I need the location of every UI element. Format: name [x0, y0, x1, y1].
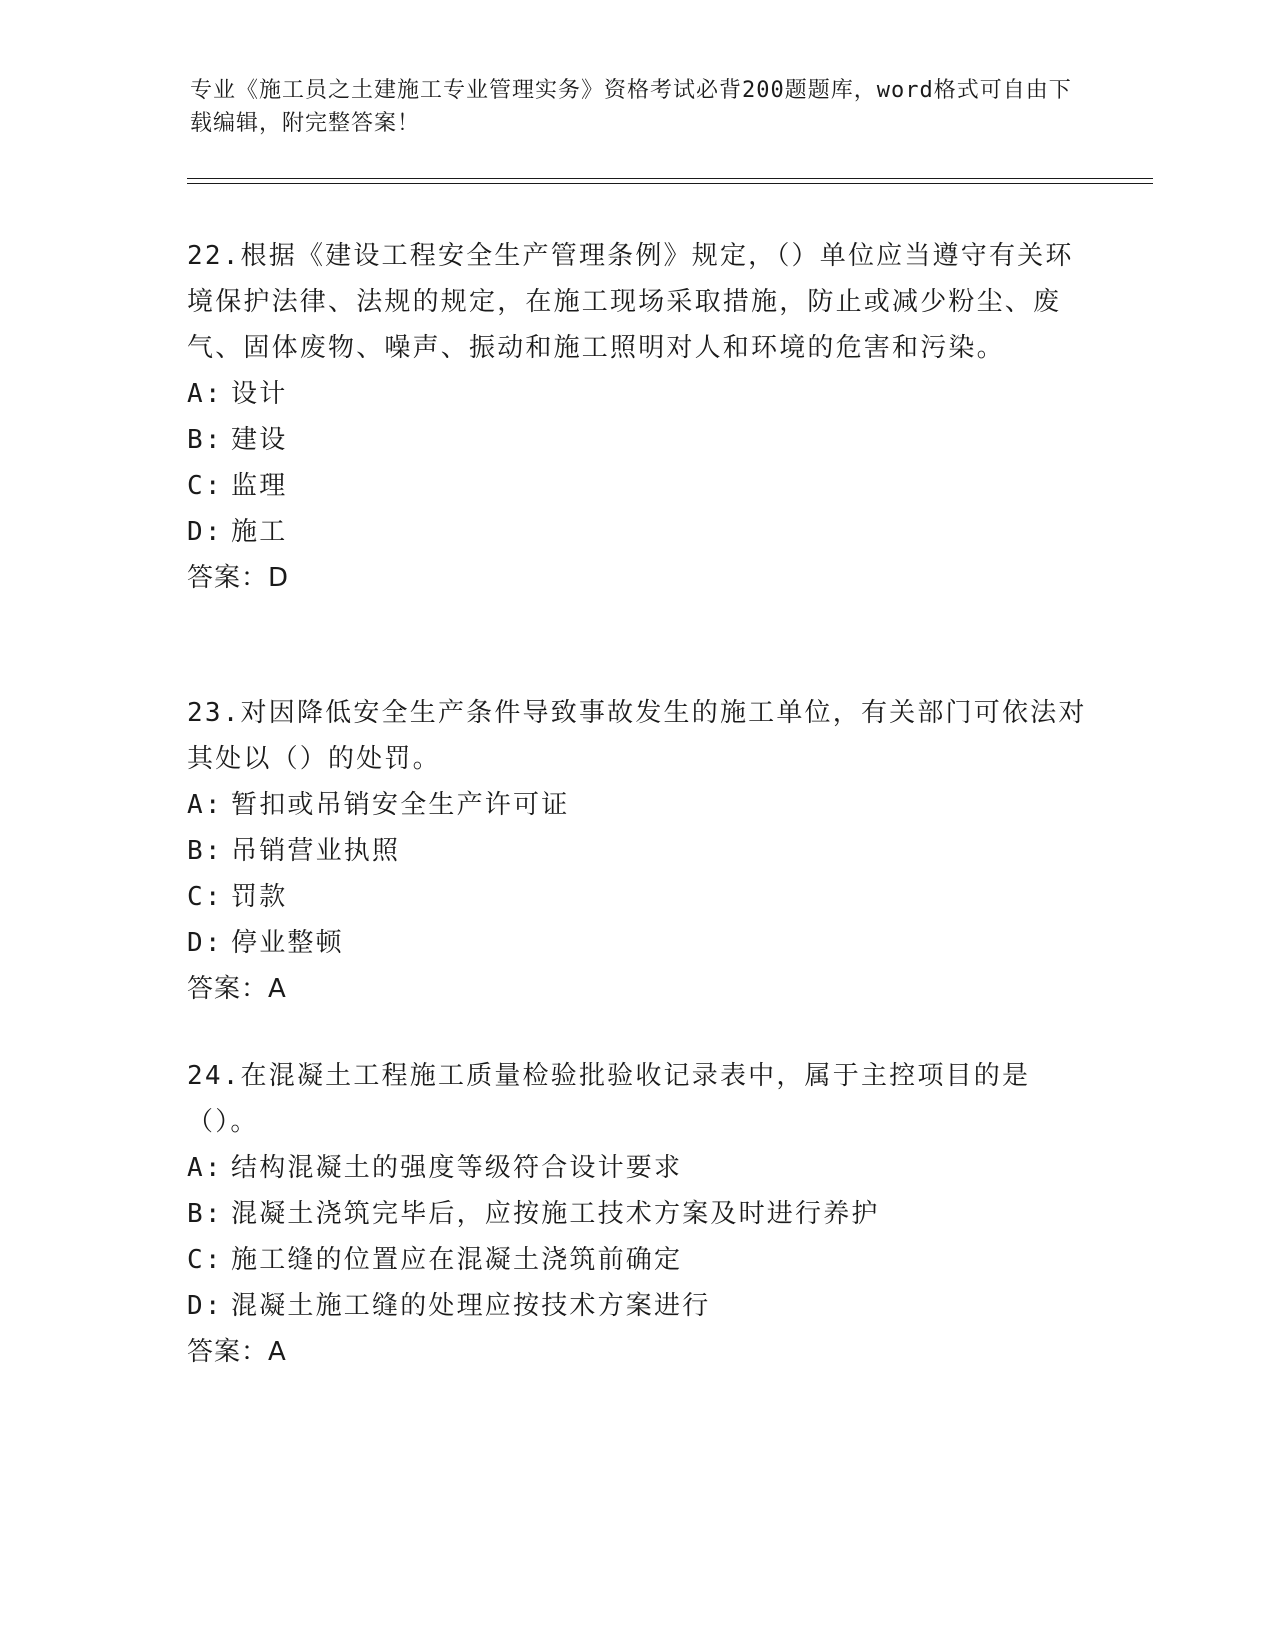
question-23 [187, 690, 1087, 1012]
answer-line: 答案：D [187, 563, 290, 593]
option-text: 暂扣或吊销安全生产许可证 [231, 790, 570, 820]
option-key: B: [187, 1199, 223, 1229]
option-key: D: [187, 517, 223, 547]
question-24 [187, 1053, 1087, 1375]
answer-line: 答案：A [187, 974, 287, 1004]
question-stem: 23.对因降低安全生产条件导致事故发生的施工单位，有关部门可依法对其处以（）的处罚。 [187, 698, 1087, 774]
option-text: 停业整顿 [231, 928, 344, 958]
option-text: 施工缝的位置应在混凝土浇筑前确定 [231, 1245, 683, 1275]
option-text: 施工 [231, 517, 288, 547]
option-key: D: [187, 1291, 223, 1321]
option-text: 吊销营业执照 [231, 836, 401, 866]
option-d [187, 1283, 1087, 1329]
option-key: B: [187, 425, 223, 455]
option-key: A: [187, 790, 223, 820]
option-d [187, 509, 1087, 555]
question-22 [187, 233, 1087, 601]
answer-line: 答案：A [187, 1337, 287, 1367]
option-c [187, 463, 1087, 509]
option-a [187, 1145, 1087, 1191]
option-b [187, 828, 1087, 874]
option-text: 罚款 [231, 882, 288, 912]
option-text: 结构混凝土的强度等级符合设计要求 [231, 1153, 683, 1183]
option-text: 建设 [231, 425, 288, 455]
header-divider-bottom [187, 183, 1153, 184]
option-b [187, 417, 1087, 463]
option-key: D: [187, 928, 223, 958]
option-key: A: [187, 1153, 223, 1183]
option-c [187, 1237, 1087, 1283]
option-a [187, 782, 1087, 828]
option-c [187, 874, 1087, 920]
option-text: 混凝土施工缝的处理应按技术方案进行 [231, 1291, 711, 1321]
question-stem: 24.在混凝土工程施工质量检验批验收记录表中，属于主控项目的是（）。 [187, 1061, 1031, 1137]
option-key: A: [187, 379, 223, 409]
option-a [187, 371, 1087, 417]
document-header: 专业《施工员之土建施工专业管理实务》资格考试必背200题题库，word格式可自由下载编辑，附完整答案！ [190, 78, 1072, 136]
question-stem: 22.根据《建设工程安全生产管理条例》规定，（）单位应当遵守有关环境保护法律、法规的规定，在施工现场采取措施，防止或减少粉尘、废气、固体废物、噪声、振动和施工照明对人和环境的危害和污染。 [187, 241, 1074, 363]
header-divider-top [187, 178, 1153, 179]
option-key: C: [187, 471, 223, 501]
option-text: 监理 [231, 471, 288, 501]
option-text: 设计 [231, 379, 288, 409]
option-key: C: [187, 1245, 223, 1275]
option-d [187, 920, 1087, 966]
option-key: B: [187, 836, 223, 866]
option-text: 混凝土浇筑完毕后，应按施工技术方案及时进行养护 [231, 1199, 880, 1229]
option-b [187, 1191, 1087, 1237]
option-key: C: [187, 882, 223, 912]
